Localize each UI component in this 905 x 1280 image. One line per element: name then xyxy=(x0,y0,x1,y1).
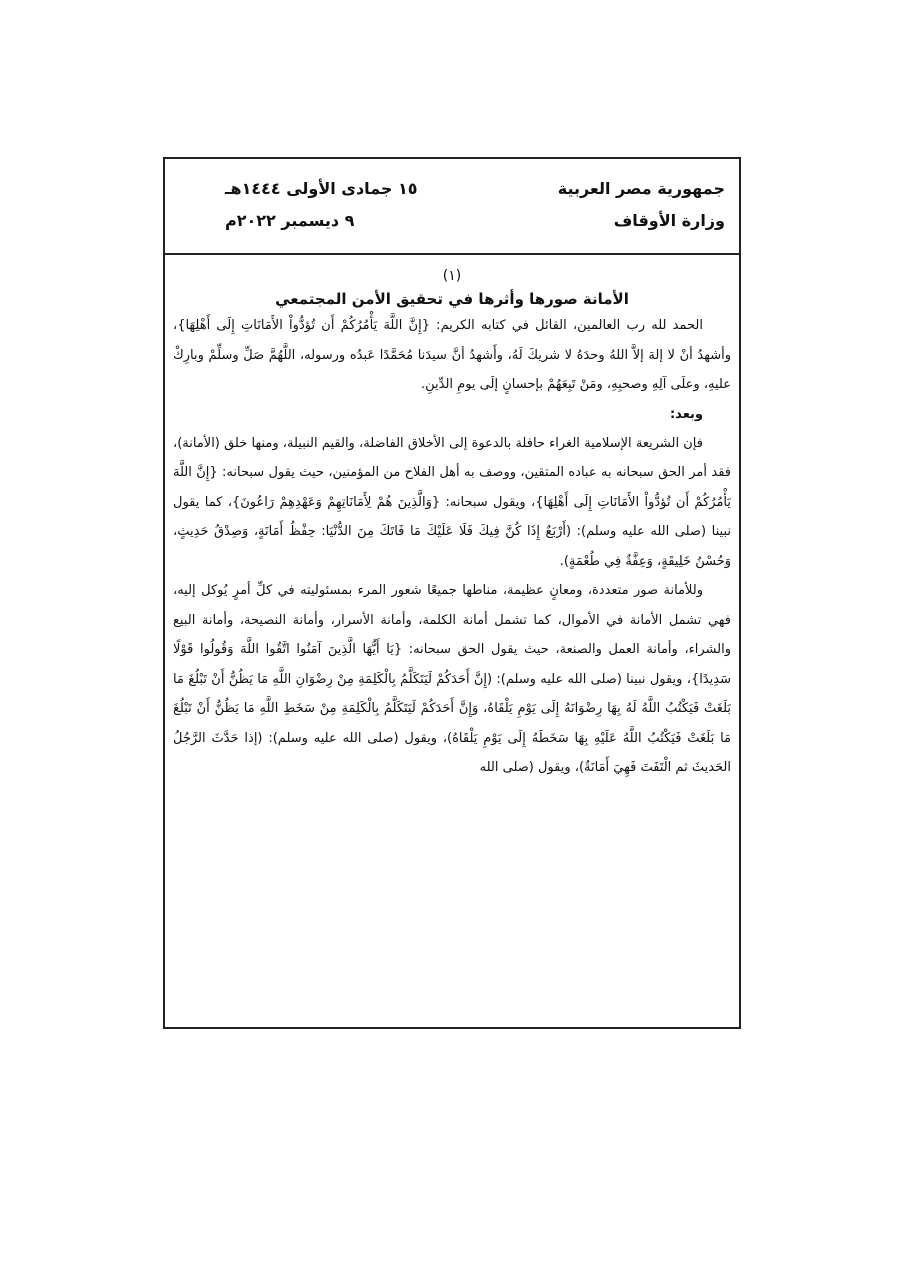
country-name: جمهورية مصر العربية xyxy=(557,179,725,198)
paragraph-1: فإن الشريعة الإسلامية الغراء حافلة بالدعوة إلى الأخلاق الفاضلة، والقيم النبيلة، ومنها خلق (الأمانة)، فقد أمر الحق سبحانه به عباده المتقين، ووصف به أهل الفلاح من المؤمنين، حيث يقول سبحانه: {إِنَّ اللَّهَ يَأْمُرُكُمْ أَن تُؤدُّواْ الأَمَانَاتِ إِلَى أَهْلِهَا}، ويقول سبحانه: {وَالَّذِينَ هُمْ لِأَمَانَاتِهِمْ وَعَهْدِهِمْ رَاعُونَ}، كما يقول نبينا (صلى الله عليه وسلم): (أَرْبَعٌ إِذَا كُنَّ فِيكَ فَلَا عَلَيْكَ مَا فَاتَكَ مِنَ الدُّنْيَا: حِفْظُ أَمَانَةٍ، وَصِدْقُ حَدِيثٍ، وَحُسْنُ خَلِيقَةٍ، وَعِفَّةٌ فِي طُعْمَةٍ). xyxy=(173,435,731,569)
sermon-body xyxy=(173,259,731,1021)
section-number: (١) xyxy=(442,268,462,284)
page-frame xyxy=(163,157,741,1029)
hijri-date: ١٥ جمادى الأولى ١٤٤٤هـ xyxy=(225,179,418,198)
ministry-name: وزارة الأوقاف xyxy=(613,211,725,230)
gregorian-date: ٩ ديسمبر ٢٠٢٢م xyxy=(225,211,355,230)
intro-paragraph: الحمد لله رب العالمين، القائل في كتابه الكريم: {إِنَّ اللَّهَ يَأْمُرُكُمْ أَن تُؤدُّواْ الأَمَانَاتِ إِلَى أَهْلِهَا}، وأشهدُ أنْ لا إلهَ إلاَّ اللهُ وحدَهُ لا شريكَ لَهُ، وأَشهدُ أنَّ سيدَنا مُحَمَّدًا عَبدُه ورسوله، اللَّهُمَّ صَلِّ وسلِّمْ وبارِكْ عليهِ، وعلَى آلِهِ وصحبِهِ، ومَنْ تَبِعَهُمْ بإحسانٍ إلَى يومِ الدِّينِ. xyxy=(173,318,731,392)
paragraph-2: وللأمانة صور متعددة، ومعانٍ عظيمة، مناطها جميعًا شعور المرء بمسئوليته في كلِّ أمرٍ يُوكل إليه، فهي تشمل الأمانة في الأموال، كما تشمل أمانة الكلمة، وأمانة الأسرار، وأمانة النصيحة، وأمانة البيع والشراء، وأمانة العمل والصنعة، حيث يقول الحق سبحانه: {يَا أَيُّهَا الَّذِينَ آمَنُوا اتَّقُوا اللَّهَ وَقُولُوا قَوْلًا سَدِيدًا}، ويقول نبينا (صلى الله عليه وسلم): (إِنَّ أَحَدَكُمْ لَيَتَكَلَّمُ بِالْكَلِمَةِ مِنْ رِضْوَانِ اللَّهِ مَا يَظُنُّ أَنْ تَبْلُغَ مَا بَلَغَتْ فَيَكْتُبُ اللَّهُ لَهُ بِهَا رِضْوَانَهُ إِلَى يَوْمِ يَلْقَاهُ، وَإِنَّ أَحَدَكُمْ لَيَتَكَلَّمُ بِالْكَلِمَةِ مِنْ سَخَطِ اللَّهِ مَا يَظُنُّ أَنْ تَبْلُغَ مَا بَلَغَتْ فَيَكْتُبُ اللَّهُ عَلَيْهِ بِهَا سَخَطَهُ إِلَى يَوْمِ يَلْقَاهُ)، ويقول (صلى الله عليه وسلم): (إذا حَدَّثَ الرَّجُلُ الحَديثَ ثم الْتَفَتَ فَهِيَ أَمَانَةٌ)، ويقول (صلى الله xyxy=(173,583,731,775)
sermon-title: الأمانة صورها وأثرها في تحقيق الأمن المجتمعي xyxy=(275,290,629,308)
wabaad-label: وبعد: xyxy=(669,406,703,422)
document-header xyxy=(165,159,739,255)
